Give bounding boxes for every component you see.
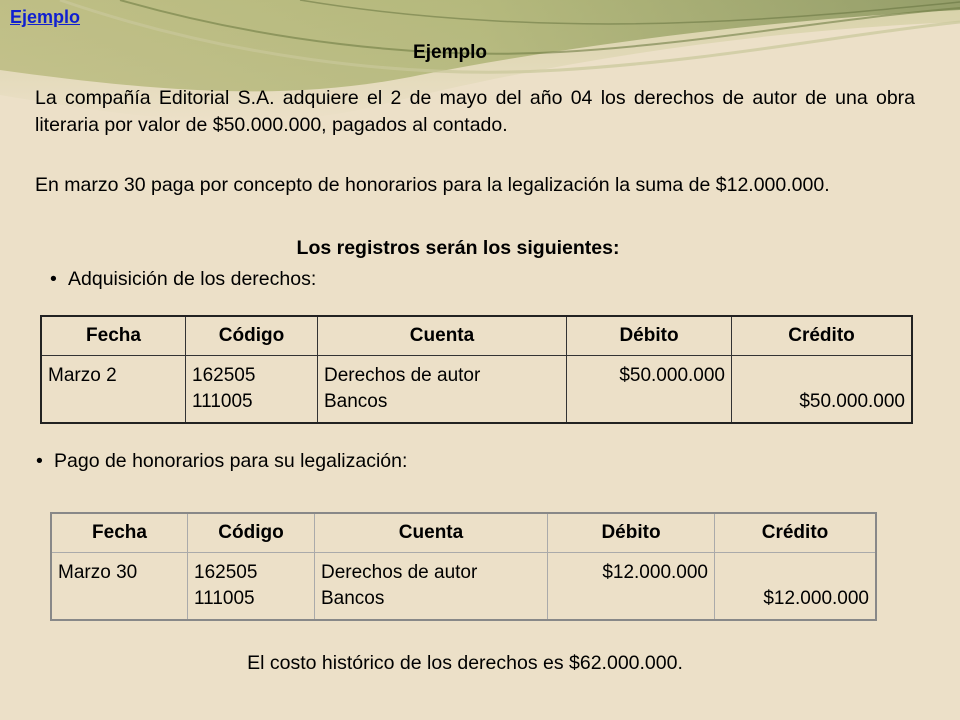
cell-debito: $12.000.000 (548, 553, 715, 621)
cell-fecha: Marzo 2 (41, 356, 186, 424)
header-cuenta: Cuenta (315, 513, 548, 553)
cell-codigo: 162505 111005 (186, 356, 318, 424)
table-header-row (41, 316, 912, 356)
ejemplo-link[interactable]: Ejemplo (10, 7, 81, 27)
header-codigo: Código (188, 513, 315, 553)
bullet-text: Pago de honorarios para su legalización: (54, 450, 408, 472)
bullet-honorarios (36, 450, 407, 473)
table-row (51, 553, 876, 621)
paragraph-honorarios: En marzo 30 paga por concepto de honorarios para la legalización la suma de $12.000.000. (35, 174, 830, 196)
cell-credito: $50.000.000 (732, 356, 913, 424)
registros-heading: Los registros serán los siguientes: (296, 237, 620, 259)
bullet-text: Adquisición de los derechos: (68, 268, 317, 290)
header-codigo: Código (186, 316, 318, 356)
header-debito: Débito (548, 513, 715, 553)
header-fecha: Fecha (41, 316, 186, 356)
cell-cuenta: Derechos de autor Bancos (318, 356, 567, 424)
header-debito: Débito (567, 316, 732, 356)
paragraph-adquisicion: La compañía Editorial S.A. adquiere el 2 de mayo del año 04 los derechos de autor de una obra literaria por valor de $50.000.000, pagados al contado. (35, 87, 915, 136)
cell-debito: $50.000.000 (567, 356, 732, 424)
cell-codigo: 162505 111005 (188, 553, 315, 621)
header-cuenta: Cuenta (318, 316, 567, 356)
header-credito: Crédito (715, 513, 877, 553)
bullet-dot-icon: • (36, 450, 43, 472)
ledger-table-adquisicion (40, 315, 913, 424)
costo-historico-text: El costo histórico de los derechos es $62.000.000. (247, 652, 683, 674)
cell-credito: $12.000.000 (715, 553, 877, 621)
bullet-adquisicion (50, 268, 316, 291)
cell-fecha: Marzo 30 (51, 553, 188, 621)
header-fecha: Fecha (51, 513, 188, 553)
ledger-table-honorarios (50, 512, 877, 621)
slide-title: Ejemplo (413, 42, 487, 63)
bullet-dot-icon: • (50, 268, 57, 290)
table-header-row (51, 513, 876, 553)
cell-cuenta: Derechos de autor Bancos (315, 553, 548, 621)
table-row (41, 356, 912, 424)
header-credito: Crédito (732, 316, 913, 356)
